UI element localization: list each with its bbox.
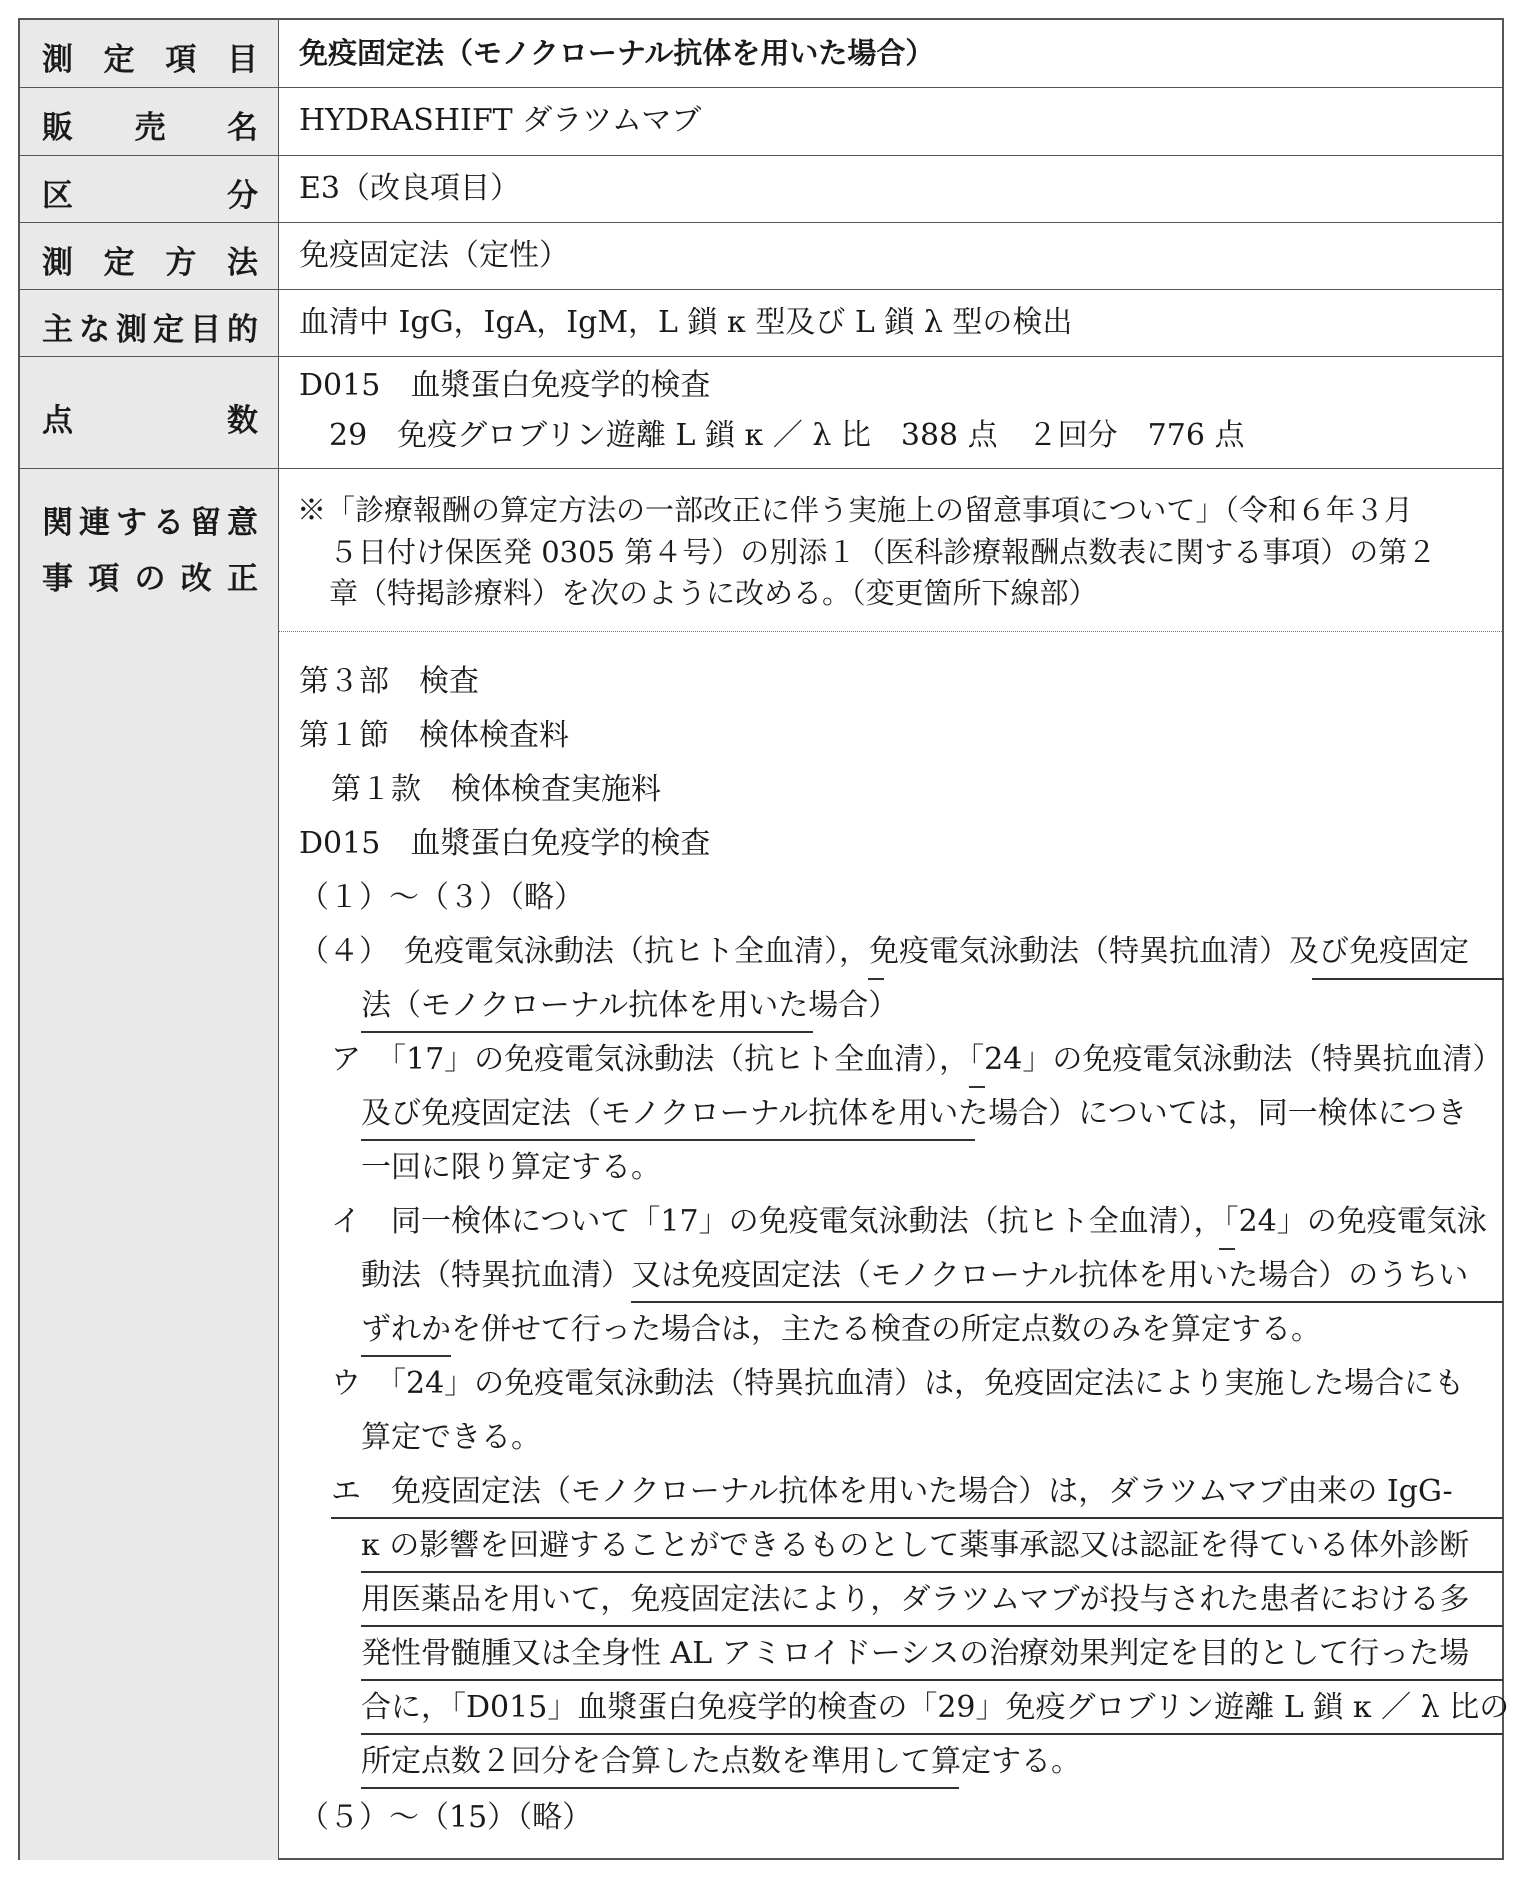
header-char: 数 bbox=[227, 403, 258, 439]
points-line-2: 29 免疫グロブリン遊離 L 鎖 κ ／ λ 比 388 点 ２回分 776 点 bbox=[329, 418, 1245, 453]
header-label bbox=[42, 102, 258, 147]
body-line: 第１節 検体検査料 bbox=[299, 718, 569, 753]
intro-line-3: 章（特掲診療料）を次のように改める。（変更箇所下線部） bbox=[329, 576, 1098, 610]
revision-underline bbox=[361, 1733, 1503, 1735]
row-header bbox=[20, 20, 279, 87]
revision-underline bbox=[969, 1086, 985, 1088]
header-char: 名 bbox=[227, 110, 258, 146]
revision-underline bbox=[1219, 1248, 1235, 1250]
row-method bbox=[20, 223, 1502, 290]
row-value-cell bbox=[279, 469, 1510, 1860]
header-char: 定 bbox=[103, 245, 135, 281]
row-points bbox=[20, 357, 1502, 469]
notice-table bbox=[18, 18, 1510, 1860]
body-line: （５）～（15）（略） bbox=[299, 1800, 593, 1835]
header-char: 目 bbox=[190, 312, 221, 348]
row-header bbox=[20, 223, 279, 289]
body-line: ア 「17」の免疫電気泳動法（抗ヒト全血清），「24」の免疫電気泳動法（特異抗血清） bbox=[331, 1042, 1503, 1077]
revision-underline bbox=[1312, 978, 1504, 980]
header-char: 意 bbox=[227, 505, 258, 541]
header-char: 法 bbox=[226, 245, 258, 281]
header-label bbox=[42, 34, 258, 79]
body-line: 第１款 検体検査実施料 bbox=[331, 772, 661, 807]
header-char: 的 bbox=[227, 312, 258, 348]
header-char: 測 bbox=[116, 312, 147, 348]
header-label bbox=[42, 237, 258, 282]
header-label bbox=[42, 395, 258, 440]
header-char: 測 bbox=[42, 245, 73, 281]
header-char: 主 bbox=[42, 312, 73, 348]
header-char: 方 bbox=[165, 245, 197, 281]
body-line: 所定点数２回分を合算した点数を準用して算定する。 bbox=[361, 1744, 1081, 1779]
intro-line-2: ５日付け保医発 0305 第４号）の別添１（医科診療報酬点数表に関する事項）の第２ bbox=[329, 535, 1437, 569]
body-line: 算定できる。 bbox=[361, 1420, 541, 1455]
header-char: な bbox=[79, 312, 110, 348]
intro-line-1: ※「診療報酬の算定方法の一部改正に伴う実施上の留意事項について」（令和６年３月 bbox=[297, 493, 1413, 527]
body-line: 合に，「D015」血漿蛋白免疫学的検査の「29」免疫グロブリン遊離 L 鎖 κ ／ λ 比の bbox=[361, 1690, 1510, 1725]
header-char: 定 bbox=[153, 312, 184, 348]
body-line: 及び免疫固定法（モノクローナル抗体を用いた場合）については，同一検体につき bbox=[361, 1096, 1468, 1131]
body-line: （４） 免疫電気泳動法（抗ヒト全血清），免疫電気泳動法（特異抗血清）及び免疫固定 bbox=[299, 934, 1469, 969]
revision-underline bbox=[361, 1571, 1503, 1573]
header-char: 分 bbox=[227, 178, 258, 214]
revision-underline bbox=[631, 1301, 1503, 1303]
row-test-item bbox=[20, 20, 1502, 88]
row-value-cell bbox=[279, 290, 1502, 356]
row-category bbox=[20, 156, 1502, 223]
body-line: エ 免疫固定法（モノクローナル抗体を用いた場合）は，ダラツムマブ由来の IgG- bbox=[331, 1474, 1453, 1509]
body-line: 第３部 検査 bbox=[299, 664, 479, 699]
header-char: 売 bbox=[134, 110, 166, 146]
header-char: る bbox=[153, 505, 184, 541]
product-name-value: HYDRASHIFT ダラツムマブ bbox=[299, 103, 702, 138]
purpose-value: 血清中 IgG，IgA，IgM，L 鎖 κ 型及び L 鎖 λ 型の検出 bbox=[299, 305, 1073, 340]
header-label-line-1 bbox=[42, 497, 258, 542]
body-line: 動法（特異抗血清）又は免疫固定法（モノクローナル抗体を用いた場合）のうちい bbox=[361, 1258, 1469, 1293]
body-line: D015 血漿蛋白免疫学的検査 bbox=[299, 826, 711, 861]
header-char: 目 bbox=[226, 42, 258, 78]
revision-underline bbox=[361, 1679, 1503, 1681]
points-line-1: D015 血漿蛋白免疫学的検査 bbox=[299, 368, 711, 403]
header-label bbox=[42, 304, 258, 349]
row-header bbox=[20, 156, 279, 222]
row-header bbox=[20, 469, 279, 1860]
row-purpose bbox=[20, 290, 1502, 357]
row-value-cell bbox=[279, 156, 1502, 222]
header-char: 項 bbox=[88, 561, 120, 597]
revision-underline bbox=[361, 1139, 975, 1141]
revision-underline bbox=[868, 978, 884, 980]
category-value: E3（改良項目） bbox=[299, 171, 520, 206]
header-char: 項 bbox=[165, 42, 197, 78]
test-item-value: 免疫固定法（モノクローナル抗体を用いた場合） bbox=[299, 36, 935, 70]
row-header bbox=[20, 357, 279, 468]
header-char: 関 bbox=[42, 505, 73, 541]
revision-underline bbox=[361, 1355, 451, 1357]
header-label bbox=[42, 170, 258, 215]
header-char: の bbox=[134, 561, 166, 597]
header-char: 改 bbox=[180, 561, 212, 597]
row-product-name bbox=[20, 88, 1502, 156]
header-label-line-2 bbox=[42, 553, 258, 598]
row-header bbox=[20, 290, 279, 356]
header-char: 区 bbox=[42, 178, 73, 214]
row-notes-revision bbox=[20, 469, 1510, 1860]
header-char: 留 bbox=[190, 505, 221, 541]
body-line: 用医薬品を用いて，免疫固定法により，ダラツムマブが投与された患者における多 bbox=[361, 1582, 1470, 1617]
body-line: 発性骨髄腫又は全身性 AL アミロイドーシスの治療効果判定を目的として行った場 bbox=[361, 1636, 1470, 1671]
body-line: 一回に限り算定する。 bbox=[361, 1150, 661, 1185]
row-value-cell bbox=[279, 88, 1502, 155]
revision-underline bbox=[361, 1787, 959, 1789]
body-line: 法（モノクローナル抗体を用いた場合） bbox=[361, 988, 899, 1023]
revision-underline bbox=[331, 1517, 1503, 1519]
row-value-cell bbox=[279, 357, 1502, 468]
row-header bbox=[20, 88, 279, 155]
body-line: （１）～（３）（略） bbox=[299, 880, 584, 915]
row-value-cell bbox=[279, 223, 1502, 289]
header-char: 点 bbox=[42, 403, 73, 439]
header-char: 販 bbox=[42, 110, 73, 146]
header-char: 正 bbox=[227, 561, 258, 597]
header-char: 定 bbox=[103, 42, 135, 78]
row-value-cell bbox=[279, 20, 1502, 87]
revision-underline bbox=[361, 1031, 813, 1033]
dotted-separator bbox=[279, 631, 1502, 632]
body-line: ずれかを併せて行った場合は，主たる検査の所定点数のみを算定する。 bbox=[361, 1312, 1321, 1347]
header-char: す bbox=[116, 505, 147, 541]
header-char: 測 bbox=[42, 42, 73, 78]
header-char: 事 bbox=[42, 561, 73, 597]
body-line: κ の影響を回避することができるものとして薬事承認又は認証を得ている体外診断 bbox=[361, 1528, 1470, 1563]
revision-underline bbox=[361, 1625, 1503, 1627]
body-line: イ 同一検体について「17」の免疫電気泳動法（抗ヒト全血清），「24」の免疫電気泳 bbox=[331, 1204, 1487, 1239]
body-line: ウ 「24」の免疫電気泳動法（特異抗血清）は，免疫固定法により実施した場合にも bbox=[331, 1366, 1465, 1401]
header-char: 連 bbox=[79, 505, 110, 541]
method-value: 免疫固定法（定性） bbox=[299, 238, 569, 273]
